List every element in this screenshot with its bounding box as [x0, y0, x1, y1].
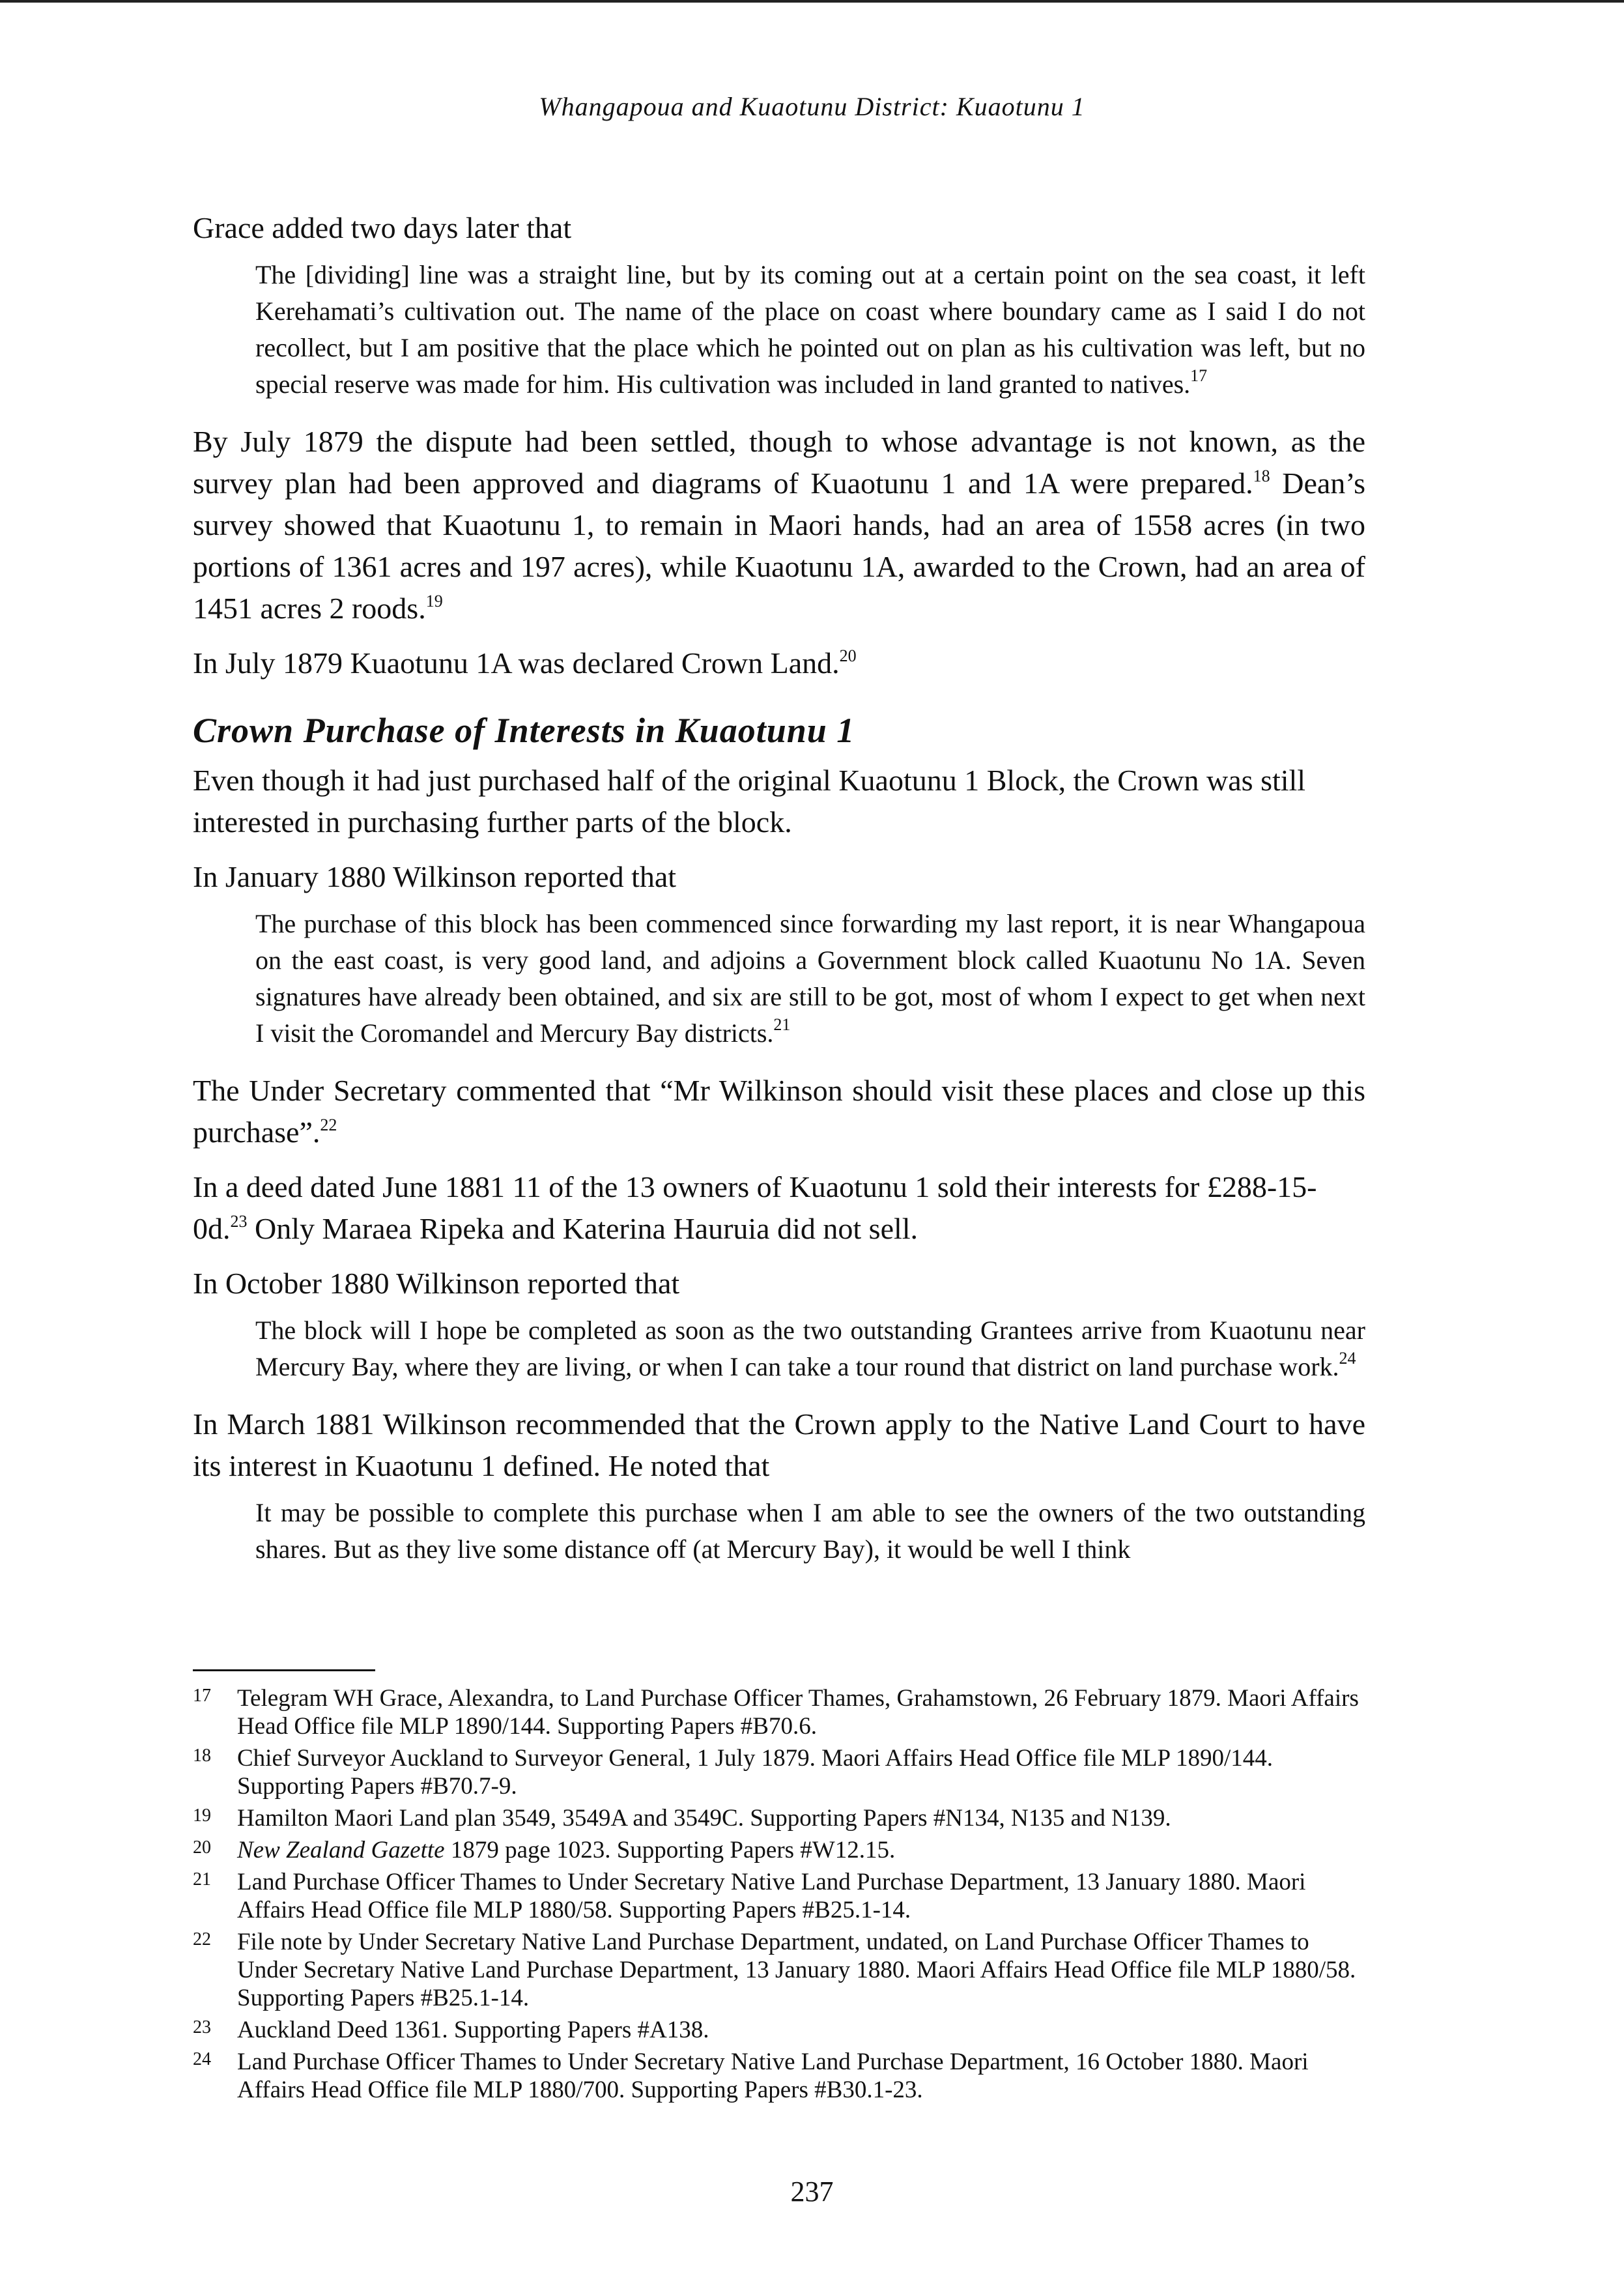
footnote-ref[interactable]: 18	[1253, 466, 1270, 485]
footnote-ref[interactable]: 21	[773, 1014, 791, 1034]
paragraph-text: The Under Secretary commented that “Mr Wilkinson should visit these places and close up this purchase”.	[193, 1074, 1365, 1149]
paragraph-text: Only Maraea Ripeka and Katerina Hauruia did not sell.	[247, 1212, 919, 1245]
quote-text: The block will I hope be completed as soon as the two outstanding Grantees arrive from Kuaotunu near Mercury Bay, where they are living, or when I can take a tour round that district on land purchase work.	[255, 1316, 1365, 1381]
footnote-ref[interactable]: 23	[230, 1211, 248, 1231]
footnote-item	[193, 1744, 1365, 1800]
footnote-number: 24	[193, 2049, 211, 2069]
quote-text: The purchase of this block has been commenced since forwarding my last report, it is near Whangapoua on the east coast, is very good land, and adjoins a Government block called Kuaotunu No 1A. Seven signatures have already been obtained, and six are still to be got, most of whom I expect to get when next I visit the Coromandel and Mercury Bay districts.	[255, 909, 1365, 1048]
paragraph-4: Even though it had just purchased half of the original Kuaotunu 1 Block, the Crown was still interested in purchasing further parts of the block.	[193, 764, 1306, 839]
footnote-text: Land Purchase Officer Thames to Under Secretary Native Land Purchase Department, 16 October 1880. Maori Affairs Head Office file MLP 1880/700. Supporting Papers #B30.1-23.	[237, 2049, 1309, 2103]
footnote-item	[193, 1928, 1365, 2012]
footnote-number: 19	[193, 1805, 211, 1826]
footnote-item	[193, 1868, 1365, 1924]
paragraph-text: By July 1879 the dispute had been settled, though to whose advantage is not known, as the survey plan had been approved and diagrams of Kuaotunu 1 and 1A were prepared.	[193, 425, 1365, 500]
footnote-ref[interactable]: 20	[839, 646, 857, 665]
footnote-ref[interactable]: 19	[425, 591, 443, 611]
footnote-item	[193, 1836, 1365, 1864]
main-text	[193, 207, 1365, 1586]
paragraph-7	[193, 1166, 1365, 1250]
footnote-text: Land Purchase Officer Thames to Under Secretary Native Land Purchase Department, 13 January 1880. Maori Affairs Head Office file MLP 1880/58. Supporting Papers #B25.1-14.	[237, 1869, 1306, 1923]
footnote-item	[193, 2016, 1365, 2044]
footnote-number: 23	[193, 2017, 211, 2037]
block-quote-3	[255, 1312, 1365, 1385]
footnote-number: 20	[193, 1837, 211, 1858]
footnote-separator	[193, 1669, 375, 1671]
footnote-item	[193, 1804, 1365, 1832]
footnote-citation: 1879 page 1023. Supporting Papers #W12.15.	[444, 1837, 896, 1863]
top-border	[0, 0, 1624, 3]
footnote-number: 22	[193, 1929, 211, 1949]
section-heading: Crown Purchase of Interests in Kuaotunu 1	[193, 711, 855, 750]
paragraph-3	[193, 642, 1365, 684]
footnote-text: Hamilton Maori Land plan 3549, 3549A and 3549C. Supporting Papers #N134, N135 and N139.	[237, 1805, 1171, 1832]
paragraph-2	[193, 421, 1365, 629]
paragraph-text: Dean’s survey showed that Kuaotunu 1, to remain in Maori hands, had an area of 1558 acres (in two portions of 1361 acres and 197 acres), while Kuaotunu 1A, awarded to the Crown, had an area of 1451 acres 2 roods.	[193, 467, 1365, 625]
paragraph-5: In January 1880 Wilkinson reported that	[193, 860, 677, 893]
publication-title: New Zealand Gazette	[237, 1837, 445, 1863]
footnote-number: 18	[193, 1746, 211, 1766]
footnote-number: 17	[193, 1686, 211, 1706]
block-quote-2	[255, 906, 1365, 1052]
running-header: Whangapoua and Kuaotunu District: Kuaotunu 1	[539, 92, 1085, 121]
paragraph-1: Grace added two days later that	[193, 211, 572, 244]
paragraph-8: In October 1880 Wilkinson reported that	[193, 1267, 680, 1300]
quote-text: The [dividing] line was a straight line, but by its coming out at a certain point on the sea coast, it left Kerehamati’s cultivation out. The name of the place on coast where boundary came as I said I do not recollect, but I am positive that the place which he pointed out on plan as his cultivation was left, but no special reserve was made for him. His cultivation was included in land granted to natives.	[255, 260, 1365, 399]
footnote-text: Auckland Deed 1361. Supporting Papers #A138.	[237, 2017, 709, 2043]
footnote-ref[interactable]: 24	[1339, 1348, 1356, 1368]
block-quote-4: It may be possible to complete this purchase when I am able to see the owners of the two outstanding shares. But as they live some distance off (at Mercury Bay), it would be well I think	[255, 1498, 1365, 1564]
footnotes	[193, 1684, 1365, 2108]
paragraph-text: In July 1879 Kuaotunu 1A was declared Crown Land.	[193, 646, 840, 680]
paragraph-6	[193, 1070, 1365, 1153]
paragraph-9: In March 1881 Wilkinson recommended that the Crown apply to the Native Land Court to have its interest in Kuaotunu 1 defined. He noted that	[193, 1407, 1365, 1482]
footnote-ref[interactable]: 17	[1190, 366, 1208, 385]
footnote-text	[237, 1836, 1365, 1864]
footnote-text: File note by Under Secretary Native Land Purchase Department, undated, on Land Purchase Officer Thames to Under Secretary Native Land Purchase Department, 13 January 1880. Maori Affairs Head Office file MLP 1880/58. Supporting Papers #B25.1-14.	[237, 1929, 1356, 2011]
paragraph-text: In a deed dated June 1881 11 of the 13 owners of Kuaotunu 1 sold their interests for £288-15-0d.	[193, 1170, 1317, 1245]
footnote-ref[interactable]: 22	[320, 1115, 337, 1134]
footnote-text: Telegram WH Grace, Alexandra, to Land Purchase Officer Thames, Grahamstown, 26 February 1879. Maori Affairs Head Office file MLP 1890/144. Supporting Papers #B70.6.	[237, 1685, 1359, 1740]
page-number: 237	[790, 2176, 834, 2208]
footnote-number: 21	[193, 1869, 211, 1890]
footnote-item	[193, 2048, 1365, 2104]
footnote-text: Chief Surveyor Auckland to Surveyor General, 1 July 1879. Maori Affairs Head Office file MLP 1890/144. Supporting Papers #B70.7-9.	[237, 1745, 1274, 1800]
block-quote-1	[255, 257, 1365, 403]
footnote-item	[193, 1684, 1365, 1740]
